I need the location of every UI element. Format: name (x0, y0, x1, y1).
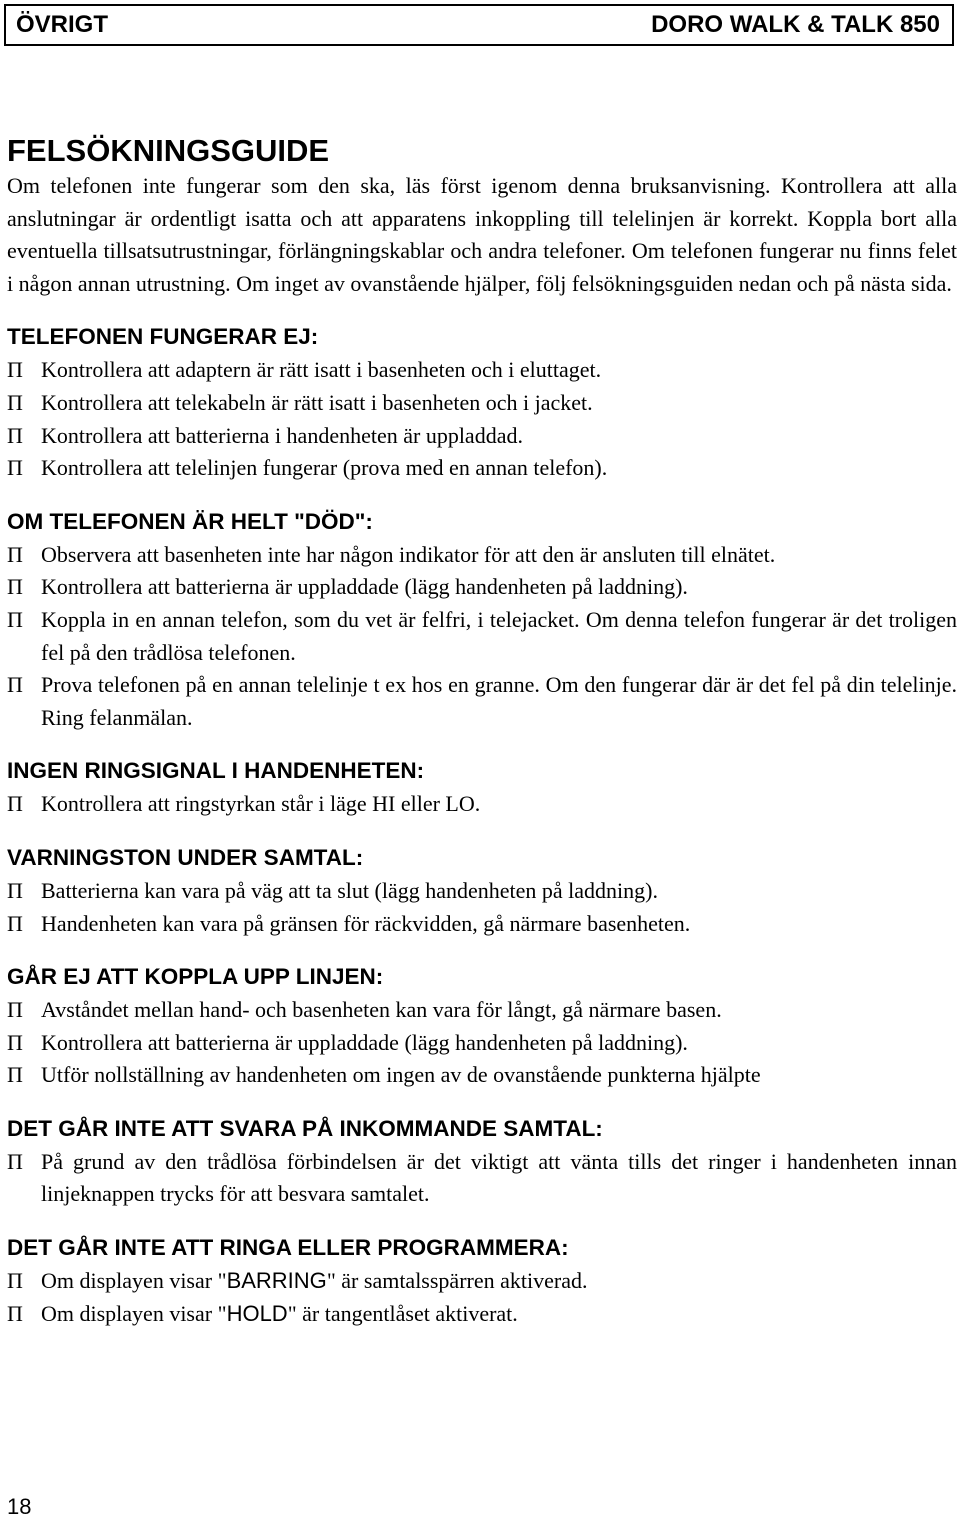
item-text: Kontrollera att ringstyrkan står i läge HI eller LO. (41, 791, 481, 817)
item-text: Koppla in en annan telefon, som du vet är felfri, i telejacket. Om denna telefon fungerar är det troligen fel på den trådlösa telefonen. (41, 606, 957, 665)
list-item (7, 1298, 957, 1331)
list-item (7, 1146, 957, 1211)
list-item (7, 875, 957, 908)
section-items (7, 875, 957, 940)
bullet-icon: Π (7, 1029, 23, 1055)
section-heading: INGEN RINGSIGNAL I HANDENHETEN: (7, 758, 425, 784)
page-number: 18 (7, 1494, 32, 1519)
section-items (7, 994, 957, 1092)
bullet-icon: Π (7, 357, 23, 383)
bullet-icon: Π (7, 1300, 23, 1326)
page-title: FELSÖKNINGSGUIDE (7, 133, 330, 168)
item-text: Kontrollera att telelinjen fungerar (prova med en annan telefon). (41, 455, 608, 481)
bullet-icon: Π (7, 606, 23, 632)
list-item (7, 604, 957, 669)
item-text-post: " är tangentlåset aktiverat. (287, 1300, 518, 1326)
list-item (7, 669, 957, 734)
section (7, 1114, 957, 1211)
list-item (7, 788, 957, 821)
header-section-label: ÖVRIGT (16, 11, 109, 38)
item-text: På grund av den trådlösa förbindelsen är det viktigt att vänta tills det ringer i handenheten innan linjeknappen trycks för att besvara samtalet. (41, 1148, 957, 1207)
item-text: Kontrollera att batterierna i handenheten är uppladdad. (41, 422, 523, 448)
list-item (7, 994, 957, 1027)
item-text: Handenheten kan vara på gränsen för räckvidden, gå närmare basenheten. (41, 910, 691, 936)
bullet-icon: Π (7, 422, 23, 448)
section-items (7, 1265, 957, 1330)
bullet-icon: Π (7, 455, 23, 481)
bullet-icon: Π (7, 997, 23, 1023)
section-heading: OM TELEFONEN ÄR HELT "DÖD": (7, 508, 373, 534)
list-item (7, 354, 957, 387)
section (7, 756, 957, 821)
display-code-barring: BARRING (226, 1268, 327, 1294)
section-heading: DET GÅR INTE ATT SVARA PÅ INKOMMANDE SAMTAL: (7, 1115, 603, 1141)
list-item (7, 571, 957, 604)
item-text: Kontrollera att adaptern är rätt isatt i basenheten och i eluttaget. (41, 357, 602, 383)
list-item (7, 452, 957, 485)
section (7, 962, 957, 1092)
section-items (7, 788, 957, 821)
item-text: Kontrollera att batterierna är uppladdade (lägg handenheten på laddning). (41, 1029, 688, 1055)
list-item (7, 387, 957, 420)
list-item (7, 1265, 957, 1298)
display-code-hold: HOLD (226, 1300, 288, 1326)
bullet-icon: Π (7, 389, 23, 415)
section-items (7, 1146, 957, 1211)
section-items (7, 539, 957, 735)
page-content (7, 132, 957, 1330)
bullet-icon: Π (7, 541, 23, 567)
section (7, 322, 957, 484)
item-text: Batterierna kan vara på väg att ta slut (lägg handenheten på laddning). (41, 877, 658, 903)
item-text-pre: Om displayen visar " (41, 1300, 227, 1326)
troubleshooting-sections (7, 322, 957, 1211)
item-text-pre: Om displayen visar " (41, 1268, 227, 1294)
bullet-icon: Π (7, 574, 23, 600)
section-heading: DET GÅR INTE ATT RINGA ELLER PROGRAMMERA: (7, 1235, 569, 1261)
bullet-icon: Π (7, 791, 23, 817)
item-text: Utför nollställning av handenheten om ingen av de ovanstående punkterna hjälpte (41, 1062, 761, 1088)
list-item (7, 420, 957, 453)
section-heading: TELEFONEN FUNGERAR EJ: (7, 324, 319, 350)
header-product-name: DORO WALK & TALK 850 (651, 11, 940, 38)
section (7, 507, 957, 735)
item-text: Kontrollera att batterierna är uppladdade (lägg handenheten på laddning). (41, 574, 688, 600)
section-heading: GÅR EJ ATT KOPPLA UPP LINJEN: (7, 964, 384, 990)
bullet-icon: Π (7, 910, 23, 936)
list-item (7, 539, 957, 572)
bullet-icon: Π (7, 1268, 23, 1294)
bullet-icon: Π (7, 672, 23, 698)
list-item (7, 1059, 957, 1092)
section (7, 843, 957, 940)
item-text: Kontrollera att telekabeln är rätt isatt i basenheten och i jacket. (41, 389, 593, 415)
intro-paragraph: Om telefonen inte fungerar som den ska, läs först igenom denna bruksanvisning. Kontrollera att alla anslutningar är ordentligt isatta och att apparatens inkoppling till telelinjen är korrekt. Koppla bort alla eventuella tillsatsutrustningar, förlängningskablar och andra telefoner. Om telefonen fungerar nu finns felet i någon annan utrustning. Om inget av ovanstående hjälper, följ felsökningsguiden nedan och på nästa sida. (7, 173, 957, 296)
item-text: Observera att basenheten inte har någon indikator för att den är ansluten till elnätet. (41, 541, 776, 567)
list-item (7, 1027, 957, 1060)
bullet-icon: Π (7, 1062, 23, 1088)
item-text: Prova telefonen på en annan telelinje t ex hos en granne. Om den fungerar där är det fel på din telelinje. Ring felanmälan. (41, 672, 957, 730)
list-item (7, 908, 957, 941)
bullet-icon: Π (7, 877, 23, 903)
section-calling-programming (7, 1233, 957, 1330)
item-text: Avståndet mellan hand- och basenheten kan vara för långt, gå närmare basen. (41, 997, 722, 1023)
section-items (7, 354, 957, 484)
section-heading: VARNINGSTON UNDER SAMTAL: (7, 844, 364, 870)
item-text-post: " är samtalsspärren aktiverad. (326, 1268, 588, 1294)
bullet-icon: Π (7, 1148, 23, 1174)
page-header (4, 4, 954, 46)
